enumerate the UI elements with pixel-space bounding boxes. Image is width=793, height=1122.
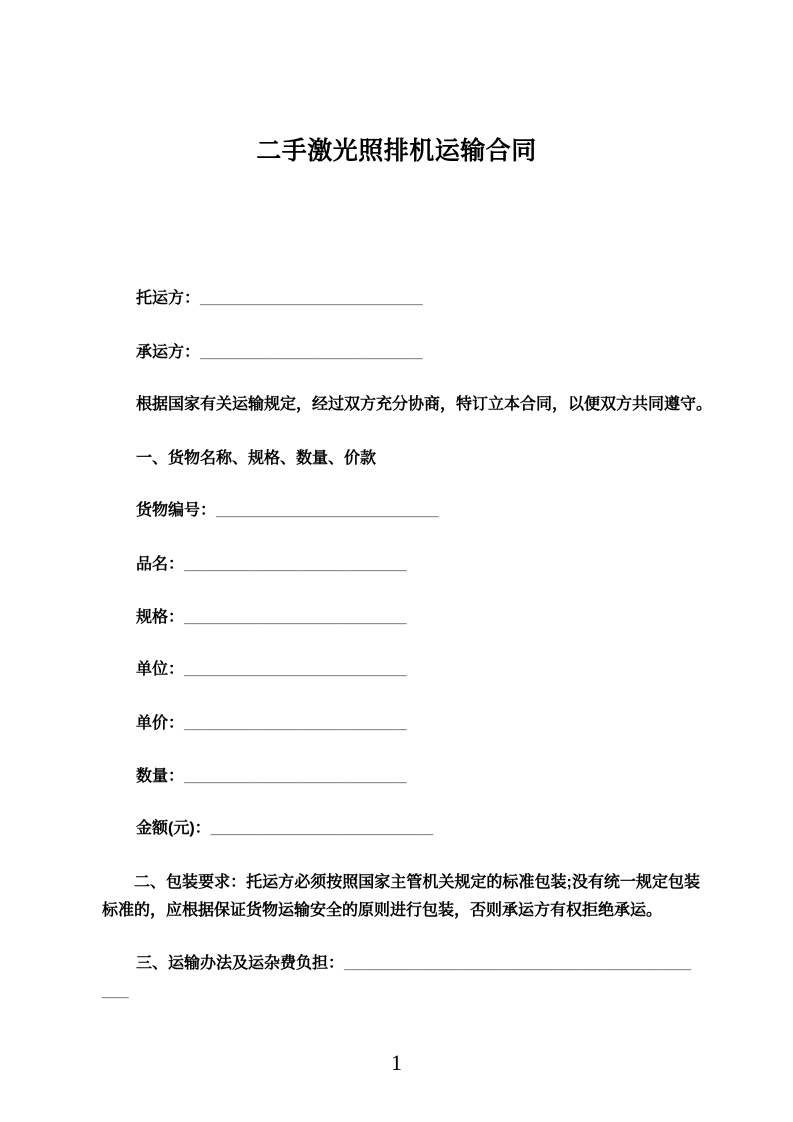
unit-blank-line: _________________________ <box>184 661 407 678</box>
product-name-label: 品名： <box>136 556 185 573</box>
cargo-number-label: 货物编号： <box>136 502 217 519</box>
unit-price-label: 单价： <box>136 715 185 732</box>
intro-paragraph: 根据国家有关运输规定，经过双方充分协商，特订立本合同，以便双方共同遵守。 <box>136 396 713 413</box>
page-number: 1 <box>391 1050 402 1075</box>
transport-method-label: 三、运输办法及运杂费负担： <box>136 955 345 972</box>
amount-blank-line: _________________________ <box>210 820 434 837</box>
unit-price-row <box>136 716 406 732</box>
unit-row <box>136 662 406 678</box>
transport-method-blank-line: _______________________________________ <box>344 955 692 972</box>
specification-row <box>136 610 406 626</box>
carrier-label: 承运方： <box>136 344 201 361</box>
shipper-row <box>136 291 422 307</box>
transport-method-row <box>136 956 691 972</box>
quantity-blank-line: _________________________ <box>184 768 407 785</box>
unit-price-blank-line: _________________________ <box>184 715 407 732</box>
section1-heading: 一、货物名称、规格、数量、价款 <box>136 450 377 467</box>
document-title: 二手激光照排机运输合同 <box>256 137 537 165</box>
quantity-label: 数量： <box>136 768 185 785</box>
transport-method-blank-continuation: ___ <box>102 983 129 1000</box>
specification-blank-line: _________________________ <box>184 609 407 626</box>
product-name-blank-line: _________________________ <box>184 556 407 573</box>
amount-row <box>136 821 433 837</box>
carrier-row <box>136 345 422 361</box>
carrier-blank-line: _________________________ <box>200 344 423 361</box>
unit-label: 单位： <box>136 661 185 678</box>
product-name-row <box>136 557 406 573</box>
cargo-number-blank-line: _________________________ <box>216 502 439 519</box>
quantity-row <box>136 769 406 785</box>
packaging-requirements-paragraph: 二、包装要求：托运方必须按照国家主管机关规定的标准包装;没有统一规定包装标准的，应根据保证货物运输安全的原则进行包装，否则承运方有权拒绝承运。 <box>102 874 700 919</box>
specification-label: 规格： <box>136 609 185 626</box>
shipper-blank-line: _________________________ <box>200 290 423 307</box>
amount-label: 金额(元)： <box>136 820 211 837</box>
shipper-label: 托运方： <box>136 290 201 307</box>
cargo-number-row <box>136 503 438 519</box>
